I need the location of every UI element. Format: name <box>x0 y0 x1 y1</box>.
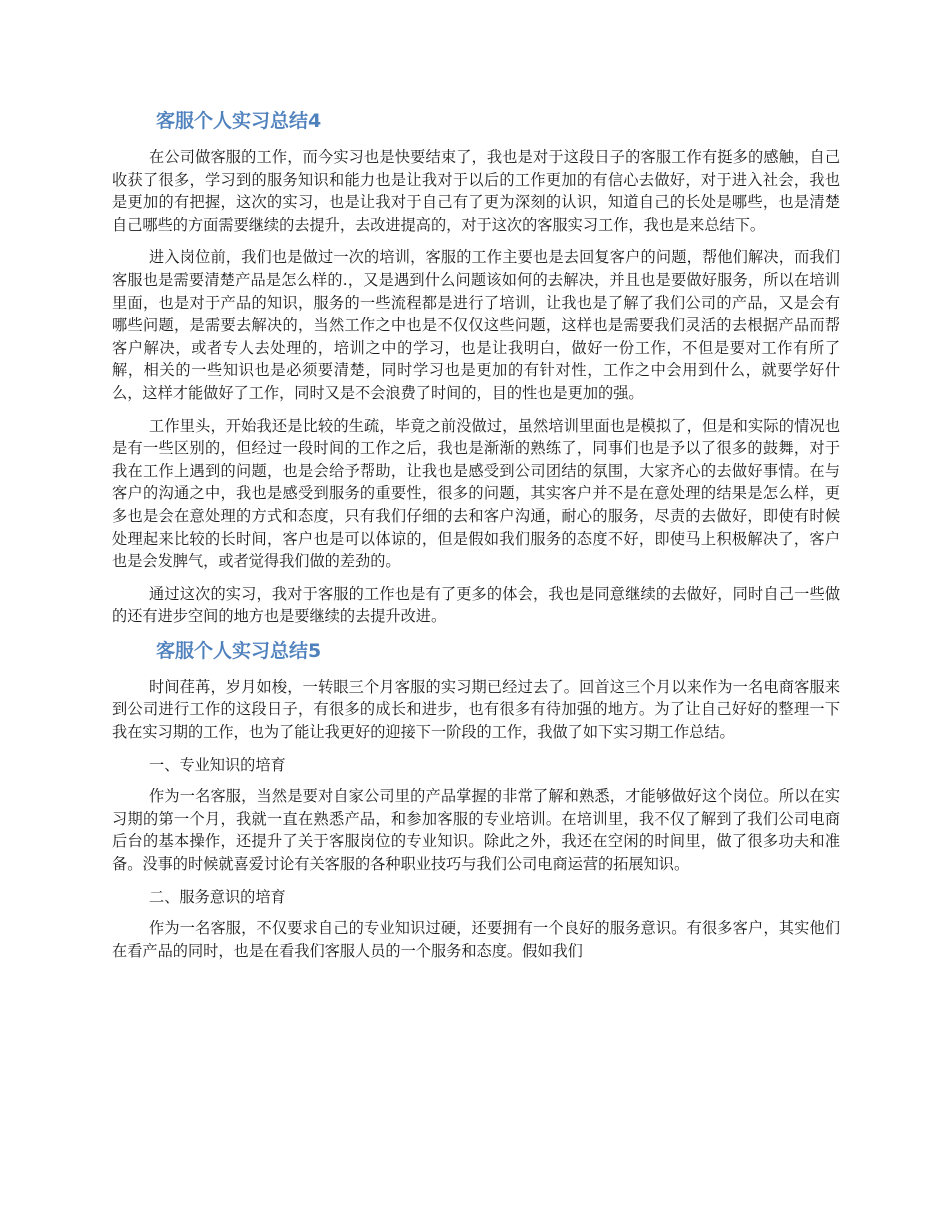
document-page <box>112 108 840 972</box>
section4-paragraph: 在公司做客服的工作，而今实习也是快要结束了，我也是对于这段日子的客服工作有挺多的感触，自己收获了很多，学习到的服务知识和能力也是让我对于以后的工作更加的有信心去做好，对于进入社会，我也是更加的有把握，这次的实习，也是让我对于自己有了更为深刻的认识，知道自己的长处是哪些，也是清楚自己哪些的方面需要继续的去提升，去改进提高的，对于这次的客服实习工作，我也是来总结下。 <box>112 148 840 234</box>
section4-paragraph: 工作里头，开始我还是比较的生疏，毕竟之前没做过，虽然培训里面也是模拟了，但是和实际的情况也是有一些区别的，但经过一段时间的工作之后，我也是渐渐的熟练了，同事们也是予以了很多的鼓舞，对于我在工作上遇到的问题，也是会给予帮助，让我也是感受到公司团结的氛围，大家齐心的去做好事情。在与客户的沟通之中，我也是感受到服务的重要性，很多的问题，其实客户并不是在意处理的结果是怎么样，更多也是会在意处理的方式和态度，只有我们仔细的去和客户沟通，耐心的服务，尽责的去做好，即使有时候处理起来比较的长时间，客户也是可以体谅的，但是假如我们服务的态度不好，即使马上积极解决了，客户也是会发脾气，或者觉得我们做的差劲的。 <box>112 416 840 571</box>
subsection-title-professional-knowledge: 一、专业知识的培育 <box>149 755 286 774</box>
section4-heading: 客服个人实习总结4 <box>156 110 322 132</box>
subsection-body-service-awareness: 作为一名客服，不仅要求自己的专业知识过硬，还要拥有一个良好的服务意识。有很多客户，其实他们在看产品的同时，也是在看我们客服人员的一个服务和态度。假如我们 <box>112 919 840 960</box>
section5-heading: 客服个人实习总结5 <box>156 639 322 662</box>
subsection-body-professional-knowledge: 作为一名客服，当然是要对自家公司里的产品掌握的非常了解和熟悉，才能够做好这个岗位。所以在实习期的第一个月，我就一直在熟悉产品，和参加客服的专业培训。在培训里，我不仅了解到了我们公司电商后台的基本操作，还提升了关于客服岗位的专业知识。除此之外，我还在空闲的时间里，做了很多功夫和准备。没事的时候就喜爱讨论有关客服的各种职业技巧与我们公司电商运营的拓展知识。 <box>112 787 840 874</box>
section5-intro: 时间荏苒，岁月如梭，一转眼三个月客服的实习期已经过去了。回首这三个月以来作为一名电商客服来到公司进行工作的这段日子，有很多的成长和进步，也有很多有待加强的地方。为了让自己好好的整理一下我在实习期的工作，也为了能让我更好的迎接下一阶段的工作，我做了如下实习期工作总结。 <box>112 677 840 742</box>
section4-paragraph: 通过这次的实习，我对于客服的工作也是有了更多的体会，我也是同意继续的去做好，同时自己一些做的还有进步空间的地方也是要继续的去提升改进。 <box>112 584 840 626</box>
subsection-title-service-awareness: 二、服务意识的培育 <box>149 887 286 906</box>
section4-paragraph: 进入岗位前，我们也是做过一次的培训，客服的工作主要也是去回复客户的问题，帮他们解决，而我们客服也是需要清楚产品是怎么样的.，又是遇到什么问题该如何的去解决，并且也是要做好服务，所以在培训里面，也是对于产品的知识，服务的一些流程都是进行了培训，让我也是了解了我们公司的产品，又是会有哪些问题，是需要去解决的，当然工作之中也是不仅仅这些问题，这样也是需要我们灵活的去根据产品而帮客户解决，或者专人去处理的，培训之中的学习，也是让我明白，做好一份工作，不但是要对工作有所了解，相关的一些知识也是必须要清楚，同时学习也是更加的有针对性，工作之中会用到什么，就要学好什么，这样才能做好了工作，同时又是不会浪费了时间的，目的性也是更加的强。 <box>112 248 840 402</box>
